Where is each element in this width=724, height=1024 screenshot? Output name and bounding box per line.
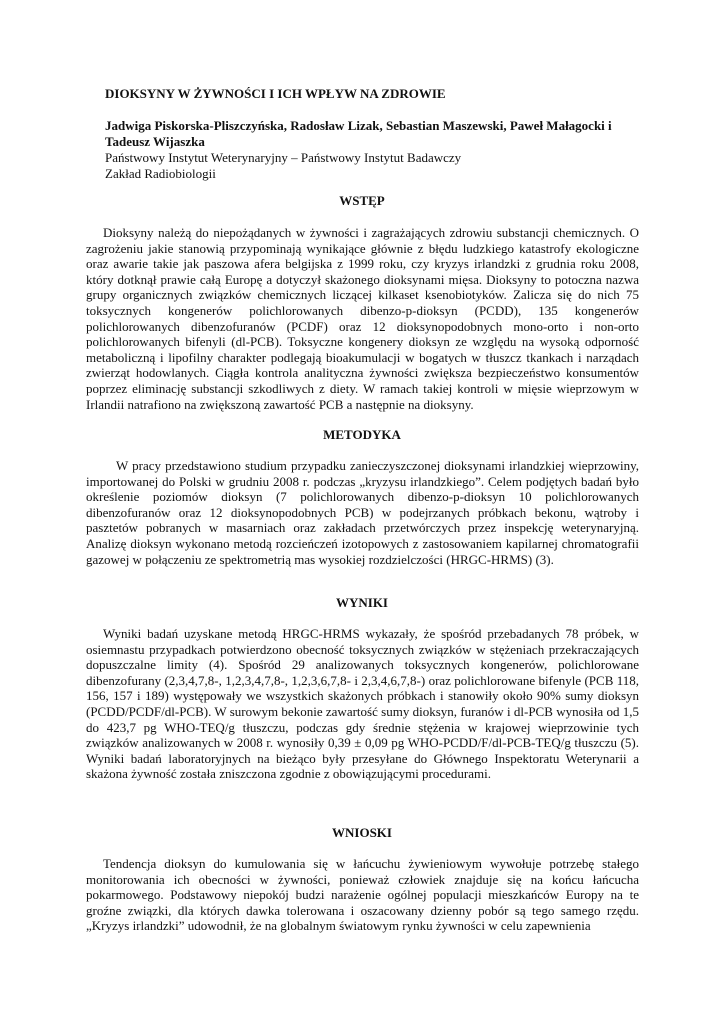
author-list: Jadwiga Piskorska-Pliszczyńska, Radosław Lizak, Sebastian Maszewski, Paweł Małagocki i Tadeusz Wijaszka (105, 118, 612, 149)
section-heading-metodyka: METODYKA (323, 427, 401, 442)
affiliation-institute: Państwowy Instytut Weterynaryjny – Państwowy Instytut Badawczy (105, 150, 462, 165)
paper-title: DIOKSYNY W ŻYWNOŚCI I ICH WPŁYW NA ZDROWIE (105, 86, 446, 101)
section-text-wstep: Dioksyny należą do niepożądanych w żywności i zagrażających zdrowiu substancji chemicznych. O zagrożeniu jakie stanowią przypominają wynikające głównie z błędu ludzkiego katastrofy ekologiczne oraz awarie takie jak paszowa afera belgijska z 1999 roku, czy kryzys irlandzki z grudnia roku 2008, który dotknął prawie całą Europę a dotyczył skażonego dioksynami mięsa. Dioksyny to potoczna nazwa grupy organicznych związków chemicznych liczącej kilkaset ksenobiotyków. Zalicza się do nich 75 toksycznych kongenerów polichlorowanych dibenzo-p-dioksyn (PCDD), 135 kongenerów polichlorowanych dibenzofuranów (PCDF) oraz 12 dioksynopodobnych mono-orto i non-orto polichlorowanych bifenyli (dl-PCB). Toksyczne kongenery dioksyn ze względu na wysoką odporność metaboliczną i lipofilny charakter podlegają bioakumulacji w bogatych w tłuszcz tkankach i narządach zwierząt hodowlanych. Ciągła kontrola analityczna żywności zwiększa bezpieczeństwo konsumentów poprzez eliminację substancji szkodliwych z diety. W ramach takiej kontroli w mięsie wieprzowym w Irlandii natrafiono na zwiększoną zawartość PCB a następnie na dioksyny. (86, 225, 639, 412)
affiliation-department: Zakład Radiobiologii (105, 166, 216, 181)
section-text-wyniki: Wyniki badań uzyskane metodą HRGC-HRMS wykazały, że spośród przebadanych 78 próbek, w osiemnastu przypadkach potwierdzono obecność toksycznych związków w stężeniach przekraczających dopuszczalne limity (4). Spośród 29 analizowanych toksycznych kongenerów, polichlorowane dibenzofurany (2,3,4,7,8-, 1,2,3,4,7,8-, 1,2,3,6,7,8- i 2,3,4,6,7,8-) oraz polichlorowane bifenyle (PCB 118, 156, 157 i 189) występowały we wszystkich skażonych próbkach i stanowiły około 90% sumy dioksyn (PCDD/PCDF/dl-PCB). W surowym bekonie zawartość sumy dioksyn, furanów i dl-PCB wynosiła od 1,5 do 423,7 pg WHO-TEQ/g tłuszczu, podczas gdy średnie stężenia w krajowej wieprzowinie tych związków analizowanych w 2008 r. wynosiły 0,39 ± 0,09 pg WHO-PCDD/F/dl-PCB-TEQ/g tłuszczu (5). Wyniki badań laboratoryjnych na bieżąco były przesyłane do Głównego Inspektoratu Weterynarii a skażona żywność została zniszczona zgodnie z obowiązującymi procedurami. (86, 626, 639, 782)
section-text-metodyka: W pracy przedstawiono studium przypadku zanieczyszczonej dioksynami irlandzkiej wieprzowiny, importowanej do Polski w grudniu 2008 r. podczas „kryzysu irlandzkiego”. Celem podjętych badań było określenie poziomów dioksyn (7 polichlorowanych dibenzo-p-dioksyn 10 polichlorowanych dibenzofuranów oraz 12 dioksynopodobnych PCB) w podejrzanych próbkach bekonu, wątroby i pasztetów pobranych w masarniach oraz zakładach przetwórczych przez inspekcję weterynaryjną. Analizę dioksyn wykonano metodą rozcieńczeń izotopowych z zastosowaniem kapilarnej chromatografii gazowej w połączeniu ze spektrometrią mas wysokiej rozdzielczości (HRGC-HRMS) (3). (86, 458, 639, 567)
section-heading-wyniki: WYNIKI (335, 595, 388, 610)
section-heading-wstep: WSTĘP (339, 193, 385, 208)
section-text-wnioski: Tendencja dioksyn do kumulowania się w łańcuchu żywieniowym wywołuje potrzebę stałego monitorowania ich obecności w żywności, ponieważ człowiek znajduje się na końcu łańcucha pokarmowego. Podstawowy niepokój budzi narażenie ogólnej populacji mieszkańców Europy na te groźne związki, dla których dawka tolerowana i oszacowany dzienny pobór są tego samego rzędu. „Kryzys irlandzki” udowodnił, że na globalnym światowym rynku żywności w celu zapewnienia (86, 856, 639, 934)
section-heading-wnioski: WNIOSKI (332, 825, 392, 840)
